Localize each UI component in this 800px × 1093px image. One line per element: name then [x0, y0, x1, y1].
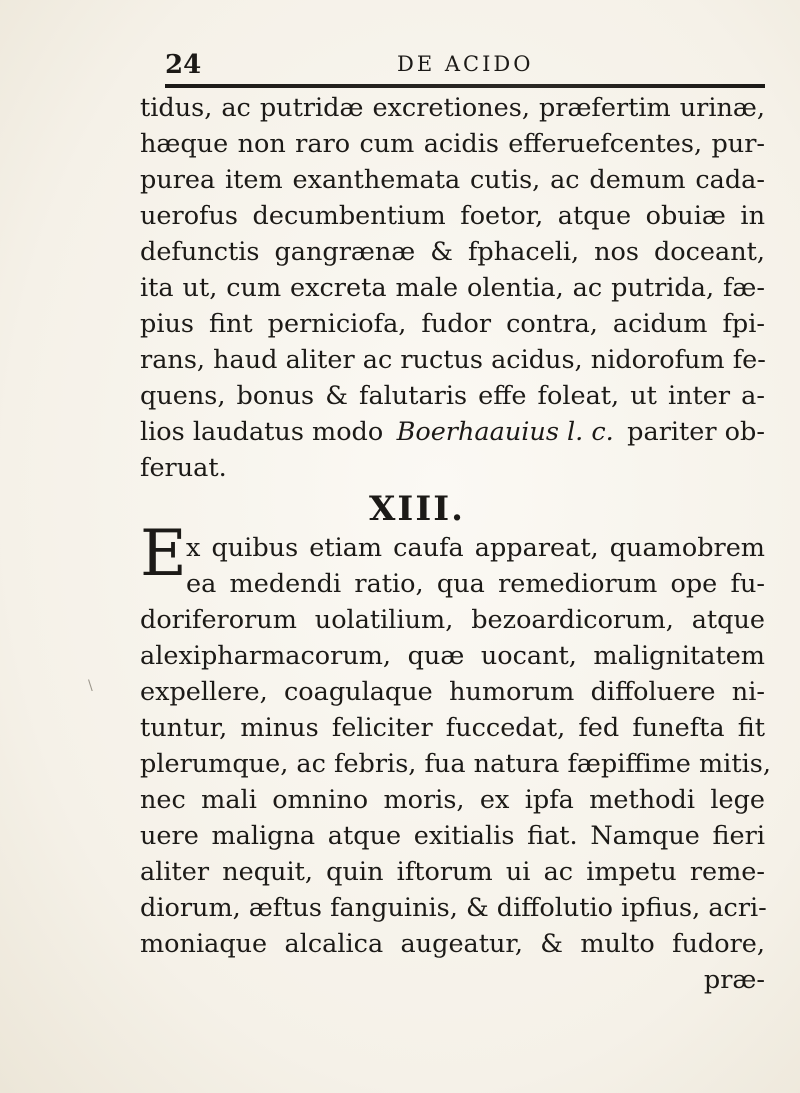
text-line: doriferorum uolatilium, bezoardicorum, atque [140, 605, 765, 635]
text-line: alexipharmacorum, quæ uocant, malignitatem [140, 641, 765, 671]
catchword: præ- [703, 965, 765, 995]
page-header [165, 50, 765, 86]
text-line: hæque non raro cum acidis efferuefcentes, pur- [140, 129, 765, 159]
text-line: tidus, ac putridæ excretiones, præfertim urinæ, [140, 93, 765, 123]
text-line: pius fint perniciofa, fudor contra, acidum fpi- [140, 309, 765, 339]
text-line: moniaque alcalica augeatur, & multo fudore, [140, 929, 765, 959]
text-line: purea item exanthemata cutis, ac demum cada- [140, 165, 765, 195]
text-segment: lios laudatus modo [140, 417, 384, 447]
author-citation: Boerhaauius l. c. [396, 417, 614, 447]
text-line: feruat. [140, 453, 227, 483]
header-rule [165, 84, 765, 88]
text-line: diorum, æftus fanguinis, & diffolutio ipfius, acri- [140, 893, 767, 923]
text-line: tuntur, minus feliciter fuccedat, fed funefta fit [140, 713, 765, 743]
text-line: nec mali omnino moris, ex ipfa methodi lege [140, 785, 765, 815]
text-segment: pariter ob- [627, 417, 765, 447]
text-line: rans, haud aliter ac ructus acidus, nidorofum fe- [140, 345, 766, 375]
text-line-mixed [140, 414, 765, 450]
text-line: aliter nequit, quin iftorum ui ac impetu reme- [140, 857, 765, 887]
text-line: ea medendi ratio, qua remediorum ope fu- [186, 569, 765, 599]
text-line: uere maligna atque exitialis fiat. Namque fieri [140, 821, 765, 851]
text-line: plerumque, ac febris, fua natura fæpiffime mitis, [140, 749, 771, 779]
section-number: XIII. [369, 489, 465, 529]
text-line: expellere, coagulaque humorum diffoluere ni- [140, 677, 765, 707]
margin-mark: \ [88, 678, 93, 694]
drop-cap: E [140, 517, 187, 591]
page-number: 24 [165, 50, 202, 80]
text-line: defunctis gangrænæ & fphaceli, nos doceant, [140, 237, 765, 267]
text-line: quens, bonus & falutaris effe foleat, ut inter a- [140, 381, 765, 411]
text-line: x quibus etiam caufa appareat, quamobrem [186, 533, 765, 563]
text-line: uerofus decumbentium foetor, atque obuiæ in [140, 201, 765, 231]
running-head: DE ACIDO [397, 52, 534, 76]
text-line: ita ut, cum excreta male olentia, ac putrida, fæ- [140, 273, 765, 303]
